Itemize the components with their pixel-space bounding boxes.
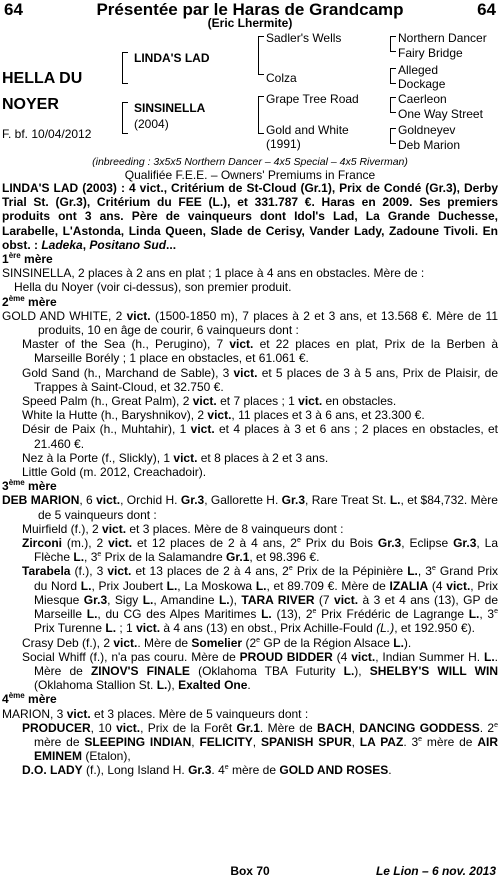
bracket-g3-2 (390, 68, 396, 84)
produce-producer: PRODUCER, 10 vict., Prix de la Forêt Gr.1. Mère de BACH, DANCING GODDESS. 2e mère de SLEEPING INDIAN, FELICITY, SPANISH SPUR, LA PAZ. 3e mère de AIR EMINEM (Etalon), (22, 720, 499, 764)
dam-dam: Gold and White (266, 123, 349, 137)
g3-dockage: Dockage (398, 77, 446, 91)
inbreeding-note: (inbreeding : 3x5x5 Northern Dancer – 4x5 Special – 4x5 Riverman) (92, 156, 408, 168)
bracket-sire (122, 52, 128, 84)
fourth-dam-heading: 4ème mère (2, 691, 57, 707)
produce-desir-de-paix: Désir de Paix (h., Muhtahir), 1 vict. et 4 places à 3 et 6 ans ; 2 places en obstacles, et 21.460 €. (22, 422, 498, 451)
presenter-title: Présentée par le Haras de Grandcamp (96, 0, 404, 19)
bracket-g3-4 (390, 128, 396, 144)
g3-alleged: Alleged (398, 63, 439, 77)
bracket-g3-1 (390, 36, 396, 52)
bracket-sire-line (258, 36, 264, 75)
fourth-dam-para: MARION, 3 vict. et 3 places. Mère de 5 vainqueurs dont : (2, 706, 309, 721)
dam-dam-year: (1991) (266, 137, 301, 151)
first-dam-heading: 1ère mère (2, 251, 53, 267)
bracket-dam (122, 102, 128, 134)
g3-northern-dancer: Northern Dancer (398, 31, 487, 45)
dam-sire: Grape Tree Road (266, 92, 359, 106)
g3-fairy-bridge: Fairy Bridge (398, 46, 463, 60)
first-dam-para: SINSINELLA, 2 places à 2 ans en plat ; 1 place à 4 ans en obstacles. Mère de : (2, 266, 425, 281)
produce-muirfield: Muirfield (f.), 2 vict. et 3 places. Mère de 8 vainqueurs dont : (22, 521, 344, 536)
produce-white-la-hutte: White la Hutte (h., Baryshnikov), 2 vict., 11 places et 3 à 6 ans, et 23.300 €. (22, 408, 425, 423)
sire-sire: Sadler's Wells (266, 31, 342, 45)
box-number: Box 70 (230, 864, 270, 878)
produce-tarabela: Tarabela (f.), 3 vict. et 13 places de 2 à 4 ans, 2e Prix de la Pépinière L., 3e Grand Prix du Nord L., Prix Joubert L., La Moskowa L., et 89.709 €. Mère de IZALIA (4 vict., Prix Miesque Gr.3, Sigy L., Amandine L.), TARA RIVER (7 vict. à 3 et 4 ans (13), GP de Marseille L., du CG des Alpes Maritimes L. (13), 2e Prix Frédéric de Lagrange L., 3e Prix Turenne L. ; 1 vict. à 4 ans (13) en obst., Prix Achille-Fould (L.), et 192.950 €). (22, 564, 499, 636)
produce-nez-a-la-porte: Nez à la Porte (f., Slickly), 1 vict. et 8 places à 2 et 3 ans. (22, 450, 329, 465)
produce-little-gold: Little Gold (m. 2012, Creachadoir). (22, 465, 207, 480)
g3-deb-marion: Deb Marion (398, 138, 461, 152)
sire-name: LINDA'S LAD (134, 51, 210, 65)
produce-do-lady: D.O. LADY (f.), Long Island H. Gr.3. 4e mère de GOLD AND ROSES. (22, 763, 392, 778)
third-dam-para: DEB MARION, 6 vict., Orchid H. Gr.3, Gallorette H. Gr.3, Rare Treat St. L., et $84,732. Mère de 5 vainqueurs dont : (2, 493, 498, 522)
bracket-dam-line (258, 96, 264, 134)
third-dam-heading: 3ème mère (2, 478, 57, 494)
g3-goldneyev: Goldneyev (398, 123, 456, 137)
produce-zirconi: Zirconi (m.), 2 vict. et 12 places de 2 à 4 ans, 2e Prix du Bois Gr.3, Eclipse Gr.3, La Flèche L., 3e Prix de la Salamandre Gr.1, et 98.396 €. (22, 536, 499, 565)
second-dam-para: GOLD AND WHITE, 2 vict. (1500-1850 m), 7 places à 2 et 3 ans, et 13.568 €. Mère de 11 produits, 10 en âge de courir, 6 vainqueurs dont : (2, 308, 499, 338)
dam-name: SINSINELLA (134, 101, 206, 115)
produce-speed-palm: Speed Palm (h., Great Palm), 2 vict. et 7 places ; 1 vict. en obstacles. (22, 394, 397, 409)
sale-source: Le Lion – 6 nov. 2013 (375, 864, 496, 878)
second-dam-heading: 2ème mère (2, 293, 57, 309)
produce-gold-sand: Gold Sand (h., Marchand de Sable), 3 vict. et 5 places de 3 à 5 ans, Prix de Plaisir, de Trappes à Saint-Cloud, et 32.750 €. (22, 365, 499, 394)
dam-year: (2004) (134, 117, 169, 131)
lot-number-left: 64 (4, 0, 23, 19)
qualification-note: Qualifiée F.E.E. – Owners' Premiums in France (124, 168, 376, 182)
pedigree-notes (2, 181, 498, 778)
produce-social-whiff: Social Whiff (f.), n'a pas couru. Mère de PROUD BIDDER (4 vict., Indian Summer H. L.. Mère de ZINOV'S FINALE (Oklahoma TBA Futurity L.), SHELBY'S WILL WIN (Oklahoma Stallion St. L.), Exalted One. (22, 649, 498, 693)
pedigree-table (0, 30, 500, 154)
horse-sex-birth: F. bf. 10/04/2012 (2, 127, 92, 141)
presenter-subtitle: (Eric Lhermite) (207, 16, 293, 30)
horse-name: HELLA DU NOYER (2, 70, 83, 113)
first-dam-produce: Hella du Noyer (voir ci-dessus), son premier produit. (14, 280, 292, 295)
bracket-g3-3 (390, 97, 396, 113)
g3-one-way-street: One Way Street (398, 107, 483, 121)
produce-master-of-the-sea: Master of the Sea (h., Perugino), 7 vict. et 22 places en plat, Prix de la Berben à Marseille Borély ; 1 place en obstacles, et 61.061 €. (22, 337, 498, 366)
sire-paragraph: LINDA'S LAD (2003) : 4 vict., Critérium de St-Cloud (Gr.1), Prix de Condé (Gr.3), Derby Trial St. (Gr.3), Critérium du FEE (L.), et 331.787 €. Haras en 2009. Ses premiers produits ont 3 ans. Père de vainqueurs dont Idol's Lad, La Grande Duchesse, Larabelle, L'Astonda, Linda Queen, Slade de Cerisy, Vander Lady, Zadoune Tivoli. En obst. : Ladeka, Positano Sud... (2, 181, 498, 252)
g3-caerleon: Caerleon (398, 92, 447, 106)
produce-crasy-deb: Crasy Deb (f.), 2 vict.. Mère de Somelier (2e GP de la Région Alsace L.). (22, 635, 412, 650)
lot-number-right: 64 (477, 0, 496, 19)
sire-dam: Colza (266, 71, 297, 85)
